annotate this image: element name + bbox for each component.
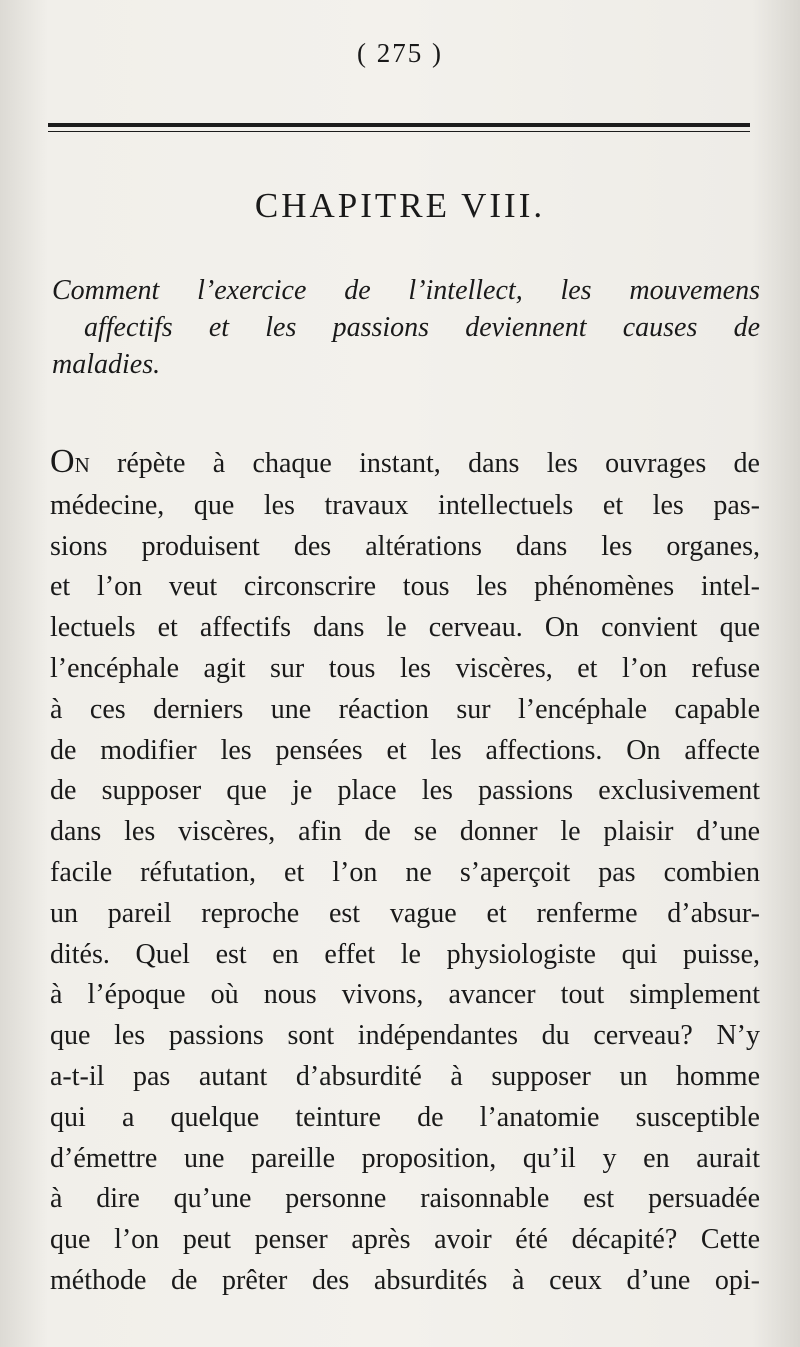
body-line: méthode de prêter des absurdités à ceux d’une opi- — [50, 1264, 760, 1296]
chapter-subtitle — [52, 272, 760, 383]
body-line: a-t-il pas autant d’absurdité à supposer un homme — [50, 1060, 760, 1092]
body-line: l’encéphale agit sur tous les viscères, et l’on refuse — [50, 652, 760, 684]
small-cap: N — [74, 453, 90, 477]
drop-cap: O — [50, 443, 75, 480]
body-line: lectuels et affectifs dans le cerveau. On convient que — [50, 612, 760, 644]
subtitle-line: affectifs et les passions deviennent causes de — [84, 312, 760, 343]
header-rule-thin — [48, 131, 750, 132]
body-line: un pareil reproche est vague et renferme d’absur- — [50, 897, 760, 929]
body-line: que les passions sont indépendantes du cerveau? N’y — [50, 1020, 760, 1052]
body-line: de modifier les pensées et les affections. On affecte — [50, 734, 760, 766]
body-line-first — [50, 442, 760, 486]
chapter-title: CHAPITRE VIII. — [254, 186, 546, 225]
body-line: à l’époque où nous vivons, avancer tout simplement — [50, 979, 760, 1011]
body-line: de supposer que je place les passions exclusivement — [50, 775, 760, 807]
body-line: que l’on peut penser après avoir été décapité? Cette — [50, 1224, 760, 1256]
header-rule-thick — [48, 123, 750, 127]
subtitle-line: maladies. — [52, 349, 161, 380]
body-line: dans les viscères, afin de se donner le plaisir d’une — [50, 816, 760, 848]
body-line: facile réfutation, et l’on ne s’aperçoit pas combien — [50, 856, 760, 888]
body-line: sions produisent des altérations dans les organes, — [50, 530, 760, 562]
body-line: dités. Quel est en effet le physiologiste qui puisse, — [50, 938, 760, 970]
subtitle-line: Comment l’exercice de l’intellect, les mouvemens — [52, 275, 760, 306]
body-line: médecine, que les travaux intellectuels et les pas- — [50, 489, 760, 521]
body-line: à ces derniers une réaction sur l’encéphale capable — [50, 693, 760, 725]
body-line: et l’on veut circonscrire tous les phénomènes intel- — [50, 571, 760, 603]
page-number-header: ( 275 ) — [357, 38, 443, 68]
body-line: à dire qu’une personne raisonnable est persuadée — [50, 1183, 760, 1215]
body-line: d’émettre une pareille proposition, qu’il y en aurait — [50, 1142, 760, 1174]
body-line: qui a quelque teinture de l’anatomie susceptible — [50, 1101, 760, 1133]
first-line-text: répète à chaque instant, dans les ouvrages de — [89, 448, 760, 479]
body-paragraph — [50, 442, 760, 1302]
